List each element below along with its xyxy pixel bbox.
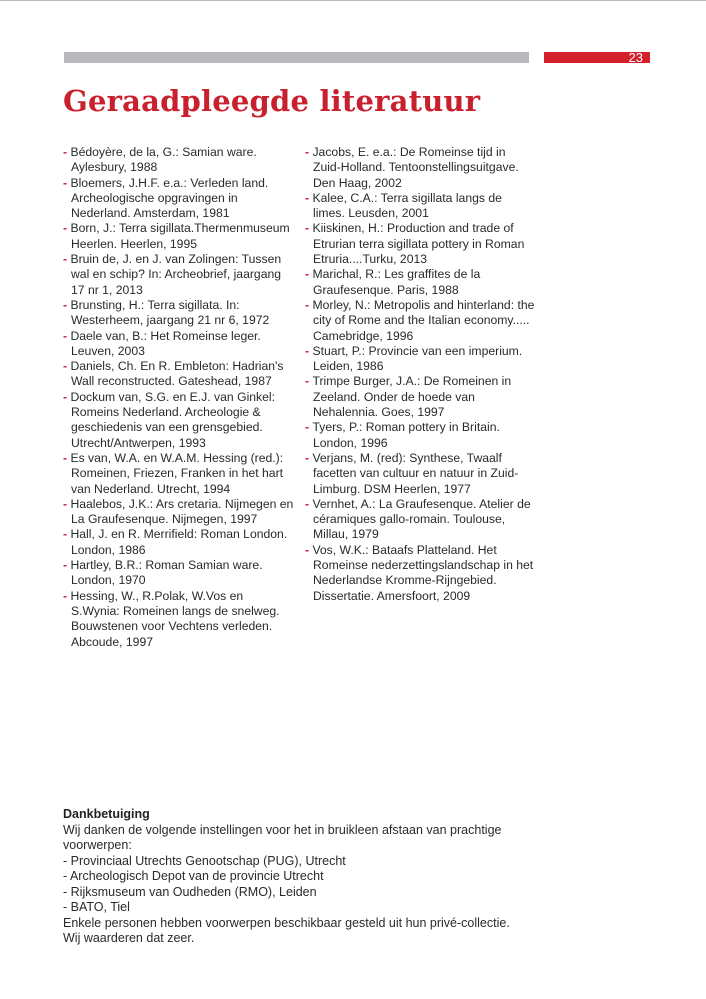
reference-item (305, 543, 535, 604)
bullet-dash-icon: - (63, 175, 71, 190)
page-top-rule (0, 0, 706, 1)
bullet-dash-icon: - (63, 558, 71, 573)
reference-text: Marichal, R.: Les graffites de la Graufesenque. Paris, 1988 (312, 267, 481, 297)
bullet-dash-icon: - (63, 145, 71, 159)
reference-list-right (305, 145, 535, 604)
acknowledgement-line: Wij danken de volgende instellingen voor het in bruikleen afstaan van prachtige (63, 822, 502, 837)
reference-text: Hessing, W., R.Polak, W.Vos en S.Wynia: Romeinen langs de snelweg. Bouwstenen voor Vechtens verleden. Abcoude, 1997 (70, 588, 280, 649)
reference-item (305, 298, 535, 344)
acknowledgement-line: Wij waarderen dat zeer. (63, 931, 195, 945)
acknowledgement-line: - BATO, Tiel (63, 900, 130, 914)
reference-text: Stuart, P.: Provincie van een imperium. Leiden, 1986 (312, 343, 523, 374)
reference-item (63, 221, 295, 252)
reference-item (305, 267, 535, 298)
reference-text: Morley, N.: Metropolis and hinterland: the city of Rome and the Italian economy..... Camebridge, 1996 (312, 297, 535, 343)
reference-text: Vos, W.K.: Bataafs Platteland. Het Romeinse nederzettingslandschap in het Nederlandse Kromme-Rijngebied. Dissertatie. Amersfoort, 2009 (312, 542, 534, 603)
reference-text: Vernhet, A.: La Graufesenque. Atelier de céramiques gallo-romain. Toulouse, Millau, 1979 (312, 496, 531, 542)
acknowledgements-body (63, 823, 543, 947)
header-gray-bar (64, 52, 529, 63)
reference-item (63, 497, 295, 528)
reference-item (63, 527, 295, 558)
reference-item (63, 390, 295, 451)
bullet-dash-icon: - (63, 252, 71, 267)
bullet-dash-icon: - (63, 328, 71, 343)
bullet-dash-icon: - (305, 374, 313, 389)
acknowledgements-heading: Dankbetuiging (63, 807, 150, 821)
reference-item (63, 176, 295, 222)
bullet-dash-icon: - (305, 343, 313, 358)
bullet-dash-icon: - (305, 496, 313, 511)
acknowledgement-line: voorwerpen: (63, 838, 132, 852)
reference-text: Hartley, B.R.: Roman Samian ware. London, 1970 (70, 558, 263, 588)
reference-text: Es van, W.A. en W.A.M. Hessing (red.): Romeinen, Friezen, Franken in het hart van Nederland. Utrecht, 1994 (70, 450, 284, 496)
bullet-dash-icon: - (305, 267, 313, 282)
bullet-dash-icon: - (305, 542, 313, 557)
reference-text: Bédoyère, de la, G.: Samian ware. Aylesbury, 1988 (70, 145, 257, 175)
reference-item (305, 221, 535, 267)
acknowledgements-section (63, 807, 543, 947)
bullet-dash-icon: - (305, 297, 313, 312)
reference-item (63, 329, 295, 360)
bullet-dash-icon: - (63, 527, 71, 542)
reference-text: Bloemers, J.H.F. e.a.: Verleden land. Archeologische opgravingen in Nederland. Amsterdam, 1981 (70, 175, 269, 221)
bullet-dash-icon: - (305, 450, 313, 465)
reference-text: Brunsting, H.: Terra sigillata. In: Westerheem, jaargang 21 nr 6, 1972 (70, 297, 270, 328)
reference-text: Haalebos, J.K.: Ars cretaria. Nijmegen en La Graufesenque. Nijmegen, 1997 (70, 496, 294, 527)
page-number: 23 (628, 50, 643, 65)
reference-item (305, 374, 535, 420)
reference-item (305, 497, 535, 543)
reference-item (305, 420, 535, 451)
bullet-dash-icon: - (63, 450, 71, 465)
reference-text: Verjans, M. (red): Synthese, Twaalf facetten van cultuur en natuur in Zuid-Limburg. DSM Heerlen, 1977 (312, 450, 519, 496)
bullet-dash-icon: - (305, 190, 313, 205)
bullet-dash-icon: - (305, 420, 313, 435)
reference-item (63, 359, 295, 390)
reference-text: Tyers, P.: Roman pottery in Britain. London, 1996 (312, 420, 500, 450)
reference-text: Jacobs, E. e.a.: De Romeinse tijd in Zuid-Holland. Tentoonstellingsuitgave. Den Haag, 2002 (312, 145, 519, 190)
acknowledgement-line: - Rijksmuseum van Oudheden (RMO), Leiden (63, 884, 317, 899)
reference-item (63, 589, 295, 650)
reference-item (63, 145, 295, 176)
reference-item (63, 451, 295, 497)
bullet-dash-icon: - (63, 496, 71, 511)
reference-item (305, 191, 535, 222)
reference-text: Daele van, B.: Het Romeinse leger. Leuven, 2003 (70, 328, 261, 358)
page-title: Geraadpleegde literatuur (63, 84, 481, 118)
reference-item (305, 451, 535, 497)
reference-item (305, 145, 535, 191)
reference-text: Trimpe Burger, J.A.: De Romeinen in Zeeland. Onder de hoede van Nehalennia. Goes, 1997 (312, 374, 512, 420)
reference-item (63, 252, 295, 298)
acknowledgement-line: - Provinciaal Utrechts Genootschap (PUG), Utrecht (63, 853, 346, 868)
bullet-dash-icon: - (305, 221, 313, 236)
reference-text: Dockum van, S.G. en E.J. van Ginkel: Romeins Nederland. Archeologie & geschiedenis van een grensgebied. Utrecht/Antwerpen, 1993 (70, 389, 276, 450)
bullet-dash-icon: - (63, 359, 71, 374)
reference-text: Daniels, Ch. En R. Embleton: Hadrian's Wall reconstructed. Gateshead, 1987 (70, 359, 284, 389)
bullet-dash-icon: - (305, 145, 313, 159)
reference-item (305, 344, 535, 375)
acknowledgement-line: - Archeologisch Depot van de provincie Utrecht (63, 869, 324, 883)
reference-text: Kalee, C.A.: Terra sigillata langs de limes. Leusden, 2001 (312, 190, 502, 221)
bullet-dash-icon: - (63, 389, 71, 404)
reference-text: Born, J.: Terra sigillata.Thermenmuseum Heerlen. Heerlen, 1995 (70, 221, 290, 251)
reference-item (63, 298, 295, 329)
reference-text: Hall, J. en R. Merrifield: Roman London. London, 1986 (70, 527, 288, 557)
header-red-tab (544, 52, 650, 63)
acknowledgement-line: Enkele personen hebben voorwerpen beschikbaar gesteld uit hun privé-collectie. (63, 915, 510, 930)
reference-text: Kiiskinen, H.: Production and trade of Etrurian terra sigillata pottery in Roman Etruria....Turku, 2013 (312, 221, 525, 267)
reference-text: Bruin de, J. en J. van Zolingen: Tussen wal en schip? In: Archeobrief, jaargang 17 nr 1, 2013 (70, 252, 282, 297)
reference-list-left (63, 145, 295, 650)
bullet-dash-icon: - (63, 588, 71, 603)
bullet-dash-icon: - (63, 221, 71, 236)
bullet-dash-icon: - (63, 297, 71, 312)
reference-item (63, 558, 295, 589)
